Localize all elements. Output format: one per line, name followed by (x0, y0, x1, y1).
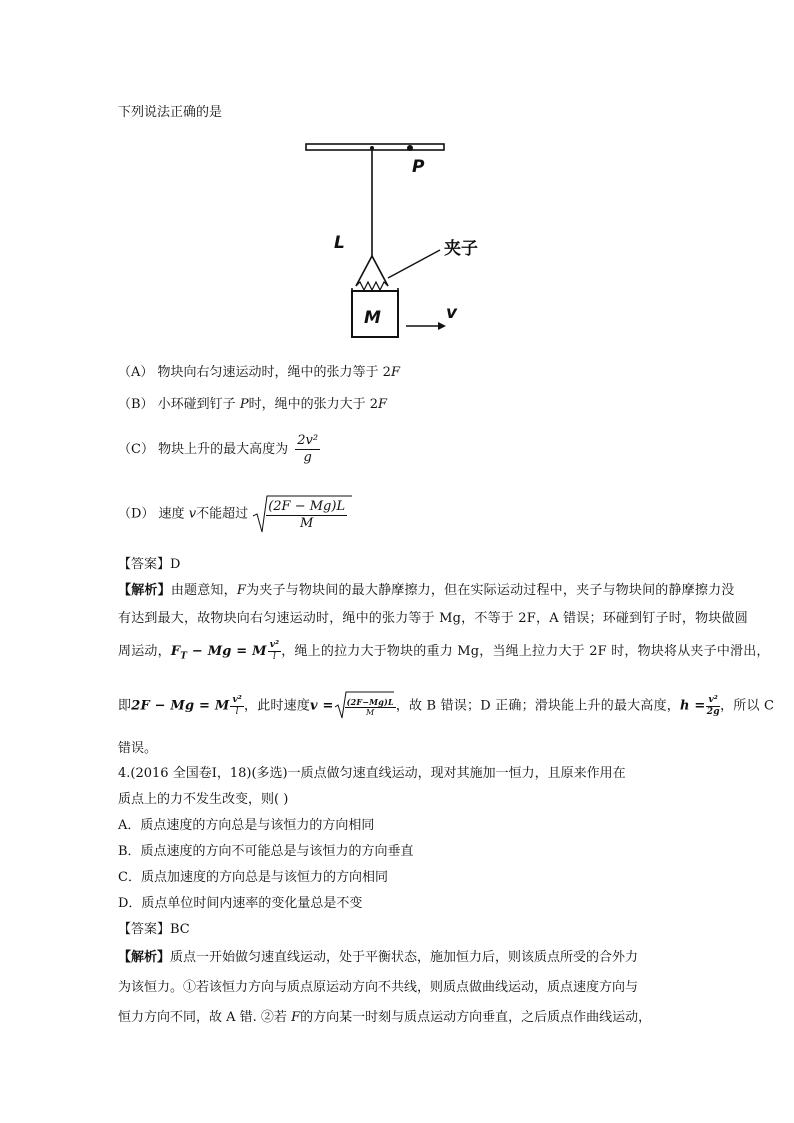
label-l: L (334, 233, 345, 253)
question-4-option-a: A．质点速度的方向总是与该恒力的方向相同 (118, 818, 375, 833)
label-p: P (412, 157, 425, 177)
option-d: （D） 速度 v不能超过 $\frac{(2F - Mg)L}{M}$ (118, 494, 347, 535)
clip (356, 256, 388, 286)
intro-text: 下列说法正确的是 (118, 105, 223, 120)
option-b: （B） 小环碰到钉子 P时，绳中的张力大于 2F (118, 397, 388, 412)
analysis-1-line-2: 有达到最大，故物块向右匀速运动时，绳中的张力等于 Mg，不等于 2F，A 错误；环碰到钉子时，物块做圆 (118, 611, 748, 626)
analysis-sqrt: $\frac{(2F-Mg)L}{M}$ (334, 686, 396, 726)
question-4-line-2: 质点上的力不发生改变，则( ) (118, 792, 289, 807)
analysis-2-line-2: 为该恒力。①若该恒力方向与质点原运动方向不共线，则质点做曲线运动，质点速度方向与 (118, 980, 639, 995)
analysis-1-line-1: 【解析】由题意知，F为夹子与物块间的最大静摩擦力，但在实际运动过程中，夹子与物块间的静摩擦力没 (118, 583, 735, 598)
analysis-2-line-3: 恒力方向不同，故 A 错. ②若 F的方向某一时刻与质点运动方向垂直，之后质点作曲线运动， (118, 1010, 652, 1025)
analysis-1-line-4: 即2F − Mg = M $\frac{\text{v²}}{l}$ ，此时速度v = $\frac{(2F-Mg)L}{M}$ ，故 B 错误；D 正确；滑块能上升的最大高度，h = $\frac{\text{v²}}{2g}$ ，所以 C (118, 686, 774, 727)
horizontal-rod (306, 144, 444, 150)
question-4-line-1: 4.(2016 全国卷Ⅰ，18)(多选)一质点做匀速直线运动，现对其施加一恒力，且原来作用在 (118, 766, 626, 781)
clip-pointer (388, 250, 440, 278)
clip-spring (356, 282, 388, 290)
analysis-1-line-3: 周运动，$F_T - Mg = M$ $\frac{\text{v²}}{l}$ ，绳上的拉力大于物块的重力 Mg，当绳上拉力大于 2F 时，物块将从夹子中滑出， (118, 640, 770, 662)
question-4-option-c: C．质点加速度的方向总是与该恒力的方向相同 (118, 870, 388, 885)
nail-p (407, 145, 413, 151)
analysis-2-line-1: 【解析】质点一开始做匀速直线运动，处于平衡状态，施加恒力后，则该质点所受的合外力 (118, 950, 639, 965)
question-4-option-d: D．质点单位时间内速率的变化量总是不变 (118, 896, 363, 911)
physics-figure (300, 138, 500, 346)
option-c-fraction: $\frac{\text{2v²}}{g}$ (297, 433, 319, 465)
answer-1: 【答案】D (118, 557, 181, 572)
option-c: （C） 物块上升的最大高度为 $\frac{\text{2v²}}{g}$ (118, 433, 319, 465)
question-4-option-b: B．质点速度的方向不可能总是与该恒力的方向垂直 (118, 844, 414, 859)
option-a: （A） 物块向右匀速运动时，绳中的张力等于 2F (118, 365, 400, 380)
label-v: v (446, 303, 458, 323)
analysis-1-line-5: 错误。 (118, 741, 158, 756)
label-clip: 夹子 (444, 239, 478, 259)
label-m: M (364, 308, 381, 328)
answer-2: 【答案】BC (118, 922, 190, 937)
option-d-sqrt: $\frac{(2F - Mg)L}{M}$ (252, 494, 347, 534)
